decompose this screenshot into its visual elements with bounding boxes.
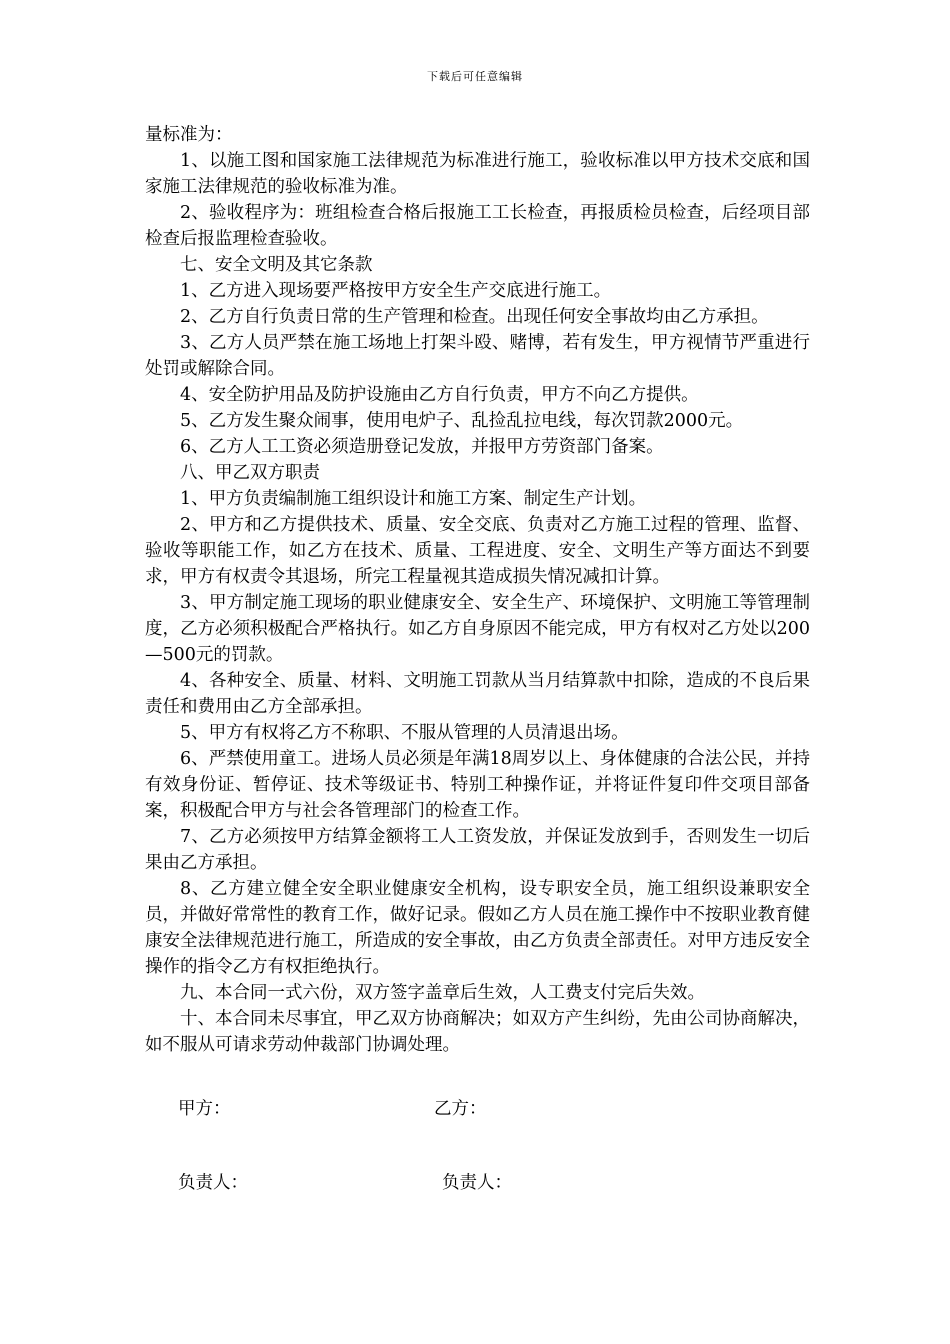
paragraph: 2、验收程序为：班组检查合格后报施工工长检查，再报质检员检查，后经项目部检查后报监理检查验收。 [145, 203, 810, 249]
contract-body [145, 122, 810, 1058]
paragraph: 4、各种安全、质量、材料、文明施工罚款从当月结算款中扣除，造成的不良后果责任和费用由乙方全部承担。 [145, 671, 810, 717]
paragraph: 8、乙方建立健全安全职业健康安全机构，设专职安全员，施工组织设兼职安全员，并做好常常性的教育工作，做好记录。假如乙方人员在施工操作中不按职业教育健康安全法律规范进行施工，所造成的安全事故，由乙方负责全部责任。对甲方违反安全操作的指令乙方有权拒绝执行。 [145, 879, 810, 977]
signature-party-row [178, 1096, 487, 1122]
header-note: 下载后可任意编辑 [427, 70, 523, 83]
section-heading-9: 九、本合同一式六份，双方签字盖章后生效，人工费支付完后失效。 [180, 983, 705, 1003]
section-heading-8: 八、甲乙双方职责 [180, 463, 320, 483]
paragraph: 5、甲方有权将乙方不称职、不服从管理的人员清退出场。 [180, 723, 629, 743]
paragraph: 3、甲方制定施工现场的职业健康安全、安全生产、环境保护、文明施工等管理制度，乙方必须积极配合严格执行。如乙方自身原因不能完成，甲方有权对乙方处以200—500元的罚款。 [145, 593, 810, 665]
party-a-label: 甲方： [178, 1099, 231, 1119]
paragraph: 6、乙方人工工资必须造册登记发放，并报甲方劳资部门备案。 [180, 437, 664, 457]
paragraph: 4、安全防护用品及防护设施由乙方自行负责，甲方不向乙方提供。 [180, 385, 699, 405]
paragraph: 量标准为： [145, 125, 233, 145]
paragraph: 1、乙方进入现场要严格按甲方安全生产交底进行施工。 [180, 281, 612, 301]
paragraph: 2、乙方自行负责日常的生产管理和检查。出现任何安全事故均由乙方承担。 [180, 307, 769, 327]
paragraph: 6、严禁使用童工。进场人员必须是年满18周岁以上、身体健康的合法公民，并持有效身份证、暂停证、技术等级证书、特别工种操作证，并将证件复印件交项目部备案，积极配合甲方与社会各管理部门的检查工作。 [145, 749, 810, 821]
paragraph: 7、乙方必须按甲方结算金额将工人工资发放，并保证发放到手，否则发生一切后果由乙方承担。 [145, 827, 810, 873]
party-a-person-label: 负责人： [178, 1173, 248, 1193]
paragraph: 1、甲方负责编制施工组织设计和施工方案、制定生产计划。 [180, 489, 647, 509]
paragraph: 1、以施工图和国家施工法律规范为标准进行施工，验收标准以甲方技术交底和国家施工法律规范的验收标准为准。 [145, 151, 810, 197]
section-heading-10: 十、本合同未尽事宜，甲乙双方协商解决；如双方产生纠纷，先由公司协商解决，如不服从可请求劳动仲裁部门协调处理。 [145, 1009, 810, 1055]
signature-person-row [178, 1170, 512, 1196]
section-heading-7: 七、安全文明及其它条款 [180, 255, 373, 275]
party-b-label: 乙方： [434, 1099, 487, 1119]
paragraph: 5、乙方发生聚众闹事，使用电炉子、乱捡乱拉电线，每次罚款2000元。 [180, 411, 744, 431]
paragraph: 3、乙方人员严禁在施工场地上打架斗殴、赌博，若有发生，甲方视情节严重进行处罚或解除合同。 [145, 333, 810, 379]
paragraph: 2、甲方和乙方提供技术、质量、安全交底、负责对乙方施工过程的管理、监督、验收等职能工作，如乙方在技术、质量、工程进度、安全、文明生产等方面达不到要求，甲方有权责令其退场，所完工程量视其造成损失情况减扣计算。 [145, 515, 810, 587]
party-b-person-label: 负责人： [442, 1173, 512, 1193]
